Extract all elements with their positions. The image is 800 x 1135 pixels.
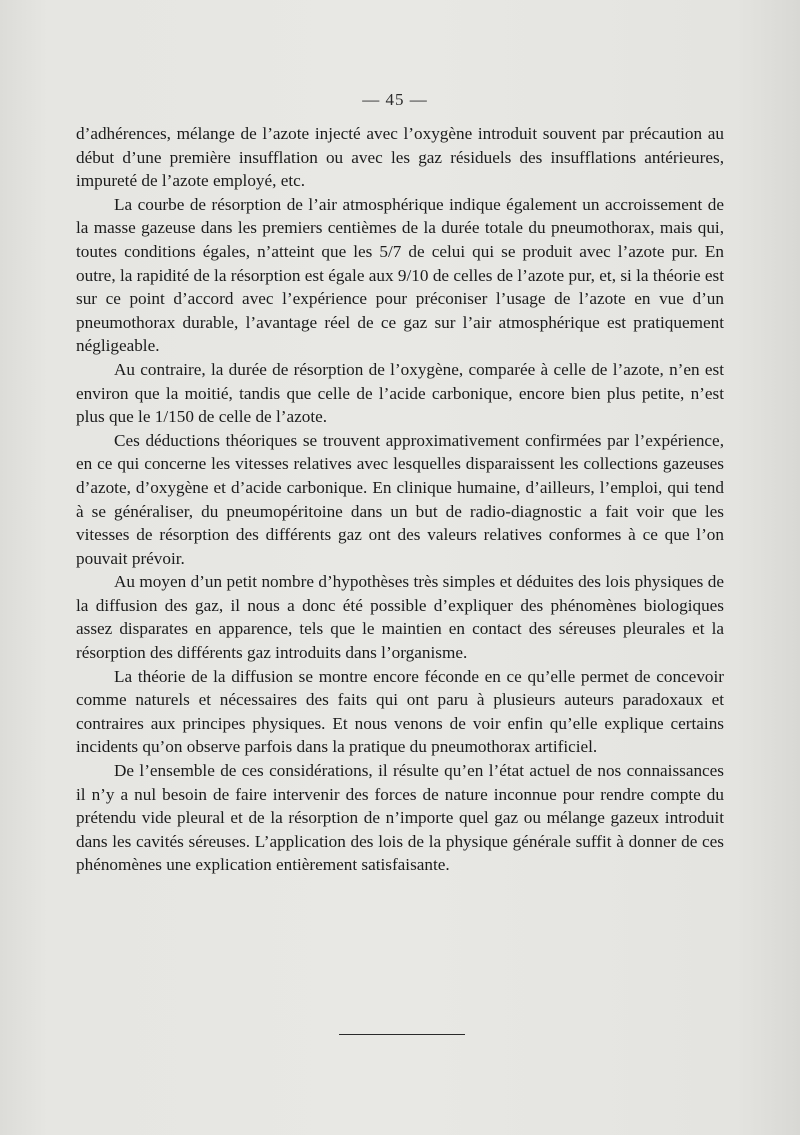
paragraph-experimental-confirmation: Ces déductions théoriques se trouvent approximativement confirmées par l’expérience, en ce qui concerne les vitesses relatives avec lesquelles disparaissent les collections gazeuses d’azote, d’oxygène et d’acide carbonique. En clinique humaine, d’ailleurs, l’emploi, qui tend à se généraliser, du pneumopéritoine dans un but de radio-diagnostic a fait voir que les vitesses de résorption des différents gaz ont des valeurs relatives conformes à ce que l’on pouvait prévoir. xyxy=(76,430,724,568)
paragraph-conclusion: De l’ensemble de ces considérations, il résulte qu’en l’état actuel de nos connaissances il n’y a nul besoin de faire intervenir des forces de nature inconnue pour rendre compte du prétendu vide pleural et de la résorption de n’importe quel gaz ou mélange gazeux introduit dans les cavités séreuses. L’application des lois de la physique générale suffit à donner de ces phénomènes une explication entièrement satisfaisante. xyxy=(76,761,724,875)
paragraph-oxygen-carbonic: Au contraire, la durée de résorption de l’oxygène, comparée à celle de l’azote, n’en est environ que la moitié, tandis que celle de l’acide carbonique, encore bien plus petite, n’est plus que le 1/150 de celle de l’azote. xyxy=(76,359,724,427)
page-number: — 45 — xyxy=(362,90,428,109)
paragraph-hypotheses: Au moyen d’un petit nombre d’hypothèses très simples et déduites des lois physiques de la diffusion des gaz, il nous a donc été possible d’expliquer des phénomènes biologiques assez disparates en apparence, tels que le maintien en contact des séreuses pleurales et la résorption des différents gaz introduits dans l’organisme. xyxy=(76,572,724,663)
end-rule xyxy=(339,1034,465,1035)
paragraph-diffusion-theory: La théorie de la diffusion se montre encore féconde en ce qu’elle permet de concevoir comme naturels et nécessaires des faits qui ont paru à plusieurs auteurs paradoxaux et contraires aux principes physiques. Et nous venons de voir enfin qu’elle explique certains incidents qu’on observe parfois dans la pratique du pneumothorax artificiel. xyxy=(76,666,724,757)
paragraph-air-resorption: La courbe de résorption de l’air atmosphérique indique également un accroissement de la masse gazeuse dans les premiers centièmes de la durée totale du pneumothorax, mais qui, toutes conditions égales, n’atteint que les 5/7 de celui qui se produit avec l’azote pur. En outre, la rapidité de la résorption est égale aux 9/10 de celles de l’azote pur, et, si la théorie est sur ce point d’accord avec l’expérience pour préconiser l’usage de l’azote en vue d’un pneumothorax durable, l’avantage réel de ce gaz sur l’air atmosphérique est pratiquement négligeable. xyxy=(76,194,724,356)
body-text xyxy=(76,122,724,877)
paragraph-continuation: d’adhérences, mélange de l’azote injecté avec l’oxygène introduit souvent par précaution au début d’une première insufflation ou avec les gaz résiduels des insufflations antérieures, impureté de l’azote employé, etc. xyxy=(76,124,724,191)
